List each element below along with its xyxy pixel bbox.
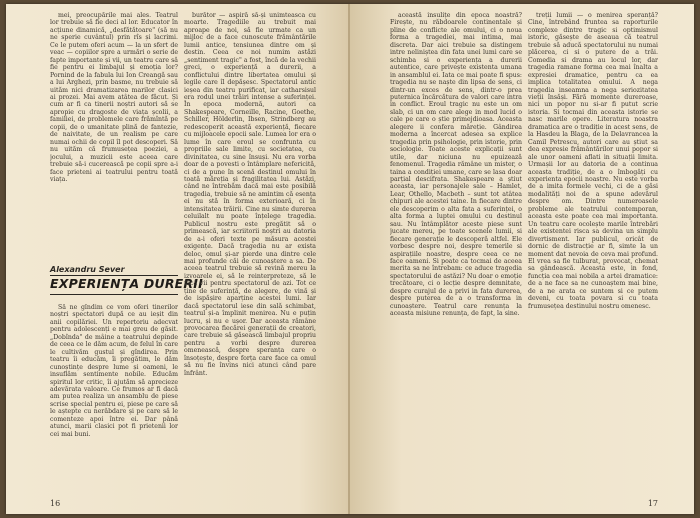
left-page <box>6 4 350 514</box>
paragraph: această insulițe din epoca noastră? Firește, nu răbdoarele continentale și pline de conflicte ale omului, ci o noua forma a tragediei, mai intima, mai discreta. Dar aici trebuie sa distingem intre neliniștea din fata unei lumi care se schimba si o experiența a durerii autentice, care privește existenta umana in ansamblul ei. Iata ce mai poate fi spus: tragedia nu se naște din lipsa de sens, ci dintr-un exces de sens, dintr-o prea puternica încărcătura de valori care intra in conflict. Eroul tragic nu este un om slab, ci un om care alege in mod lucid o cale pe care o știe primejdioasa. Aceasta alegere ii confera măreție. Gândirea moderna a încercat adesea sa explice tragedia prin psihologie, prin istorie, prin sociologie. Toate aceste explicații sunt utile, dar niciuna nu epuizează fenomenul. Tragedia rămâne un mister, o taina a condiției umane, care se lasa doar parțial descifrata. Shakespeare a știut aceasta, iar personajele sale – Hamlet, Lear, Othello, Macbeth – sunt tot atâtea chipuri ale acestei taine. In fiecare dintre ele descoperim o alta fata a suferinței, o alta forma a luptei omului cu destinul sau. Nu întâmplător aceste piese sunt jucate mereu, pe toate scenele lumii, si fiecare generație le descoperă altfel. Ele vorbesc despre noi, despre temerile si aspirațiile noastre, despre ceea ce ne face oameni. Si poate ca tocmai de aceea merita sa ne întrebam: ce aduce tragedia spectatorului de astăzi? Nu doar o emoție trecătoare, ci o lecție despre demnitate, despre curajul de a privi in fata durerea, despre puterea de a o transforma in cunoaștere. Teatrul care renunța la aceasta misiune renunța, de fapt, la sine. <box>390 12 522 318</box>
paragraph: Să ne gîndim ce vom oferi tinerilor noștri spectatori după ce au ieșit din anii copilăriei. Un repertoriu adecvat pentru adolescenți e mai greu de găsit. „Dobînda" de mâine a teatrului depinde de ceea ce le dăm acum, de felul în care le cultivăm gustul și gîndirea. Prin teatru îi educăm, îi pregătim, le dăm cunoștințe despre lume și oameni, le insuflăm sentimente nobile. Educăm spiritul lor critic, îi ajutăm să aprecieze adevărata valoare. Ce frumos ar fi dacă am putea realiza un ansamblu de piese scrise special pentru ei, piese pe care să le aștepte cu nerăbdare și pe care să le comenteze apoi între ei. Dar până atunci, marii clasici pot fi prietenii lor cei mai buni. <box>50 304 178 438</box>
paragraph: treții lumii — o menirea speranță? Cine, întrebând fruntea sa raporturile complexe dintre tragic si optimismul istoric, găsește de aseaua că teatrul trebuie să aducă spectatorului nu numai plăcerea, ci si o putere de a trăi. Comedia si drama au locul lor, dar tragedia ramane forma cea mai înalta a expresiei dramatice, pentru ca ea implica totalitatea omului. A nega tragedia inseamna a nega seriozitatea vieții însăși. Fără momente dureroase, nici un popor nu si-ar fi putut scrie istoria. Si tocmai din aceasta istorie se nasc marile opere. Literatura noastra dramatica are o tradiție in acest sens, de la Hasdeu la Blaga, de la Delavrancea la Camil Petrescu, autori care au știut sa dea expresie frământărilor unui popor si ale unor oameni aflati in situații limita. Urmașii lor au datoria de a continua aceasta tradiție, de a o îmbogăți cu experienta epocii noastre. Nu este vorba de a imita formele vechi, ci de a găsi modalități noi de a spune adevărul despre om. Dintre numeroasele probleme ale teatrului contemporan, aceasta este poate cea mai importanta. Un teatru care ocolește marile întrebări ale existentei risca sa devina un simplu divertisment. Iar publicul, oricât de dornic de distracție ar fi, simte la un moment dat nevoia de ceva mai profund. El vrea sa fie tulburat, provocat, chemat sa gândească. Aceasta este, in fond, funcția cea mai nobila a artei dramatice: de a ne face sa ne cunoaștem mai bine, de a ne arata ce suntem si ce putem deveni, cu toata povara si cu toata frumusețea destinului nostru omenesc. <box>528 12 658 310</box>
left-column-1-bottom <box>50 304 178 474</box>
right-page <box>350 4 694 514</box>
article-author: Alexandru Sever <box>50 265 125 274</box>
right-column-2 <box>528 12 658 474</box>
title-rule-bottom <box>50 294 178 295</box>
paragraph: mei, preocupările mai ales. Teatrul lor trebuie să fie deci al lor. Educator în acțiune dinamică, „desfătătoare" (să nu ne sperie cuvântul) prin rîs și lacrimi. Ce le putem oferi acum — la un sfert de veac — copiilor spre a urmări o serie de fapte importante și vii, un teatru care să fie pentru ei limbajul și emoția lor? Pornind de la fabula lui Ion Creangă sau a lui Arghezi, prin basme, nu trebuie să uităm nici dramatizarea marilor clasici ai prozei. Mai avem atâtea de făcut. Și cum ar fi ca tinerii noștri autori să se apropie cu dragoste de viața școlii, a familiei, de problemele care frămîntă pe copii, de o umanitate plină de fantezie, de naivitate, de un realism pe care numai ochii de copil îl pot descoperi. Să nu uităm că frumusețea poeziei, a jocului, a muzicii este aceea care trebuie să-i cucerească pe copii spre a-i face prieteni ai teatrului pentru toată viața. <box>50 12 178 183</box>
page-number-right: 17 <box>647 499 658 508</box>
left-column-2 <box>184 12 316 474</box>
right-column-1 <box>390 12 522 474</box>
paragraph: burător — aspiră să-și unimteasca cu moarte. Tragediile au trebuit mai aproape de noi, să fie urmate ca un mijloc de a face cunoscute frământările lumii antice, tensiunea dintre om și destin. Ceea ce noi numim astăzi „sentiment tragic" a fost, încă de la vechii greci, o experiență a durerii, a conflictului dintre libertatea omului și legile care îl depășesc. Spectatorul antic ieșea din teatru purificat, iar catharsisul era rodul unei trăiri intense a suferinței. În epoca modernă, autori ca Shakespeare, Corneille, Racine, Goethe, Schiller, Hölderlin, Ibsen, Strindberg au redescoperit această experiență, fiecare cu mijloacele epocii sale. Lumea lor era o lume în care eroul se confrunta cu propriile sale limite, cu societatea, cu divinitatea, cu sine însuși. Nu era vorba doar de a povesti o întâmplare nefericită, ci de a pune în scenă destinul omului în toată măreția și fragilitatea lui. Astăzi, când ne întrebăm dacă mai este posibilă tragedia, trebuie să ne amintim că esența ei nu stă în forma exterioară, ci în intensitatea trăirii. Cine nu simte durerea celuilalt nu poate înțelege tragedia. Publicul nostru este pregătit să o primească, iar scriitorii noștri au datoria de a-i oferi texte pe măsura acestei exigențe. Dacă tragedia nu ar exista deloc, omul și-ar pierde una dintre cele mai profunde căi de cunoaștere a sa. De aceea teatrul trebuie să revină mereu la izvoarele ei, să le reinterpreteze, să le facă vii pentru spectatorul de azi. Tot ce ține de suferință, de alegere, de vină și de ispășire aparține acestei lumi. Iar dacă spectatorul iese din sală schimbat, teatrul și-a împlinit menirea. Nu e puțin lucru, și nu e ușor. Dar aceasta rămâne provocarea fiecărei generații de creatori, care trebuie să găsească limbajul propriu pentru a vorbi despre durerea omenească, despre speranța care o însoțește, despre forța care face ca omul să nu fie învins nici atunci când pare înfrânt. <box>184 12 316 377</box>
left-column-1-top <box>50 12 178 242</box>
page-number-left: 16 <box>50 499 61 508</box>
article-title: EXPERIENȚA DURERII <box>50 276 203 291</box>
book-spread <box>6 4 694 514</box>
